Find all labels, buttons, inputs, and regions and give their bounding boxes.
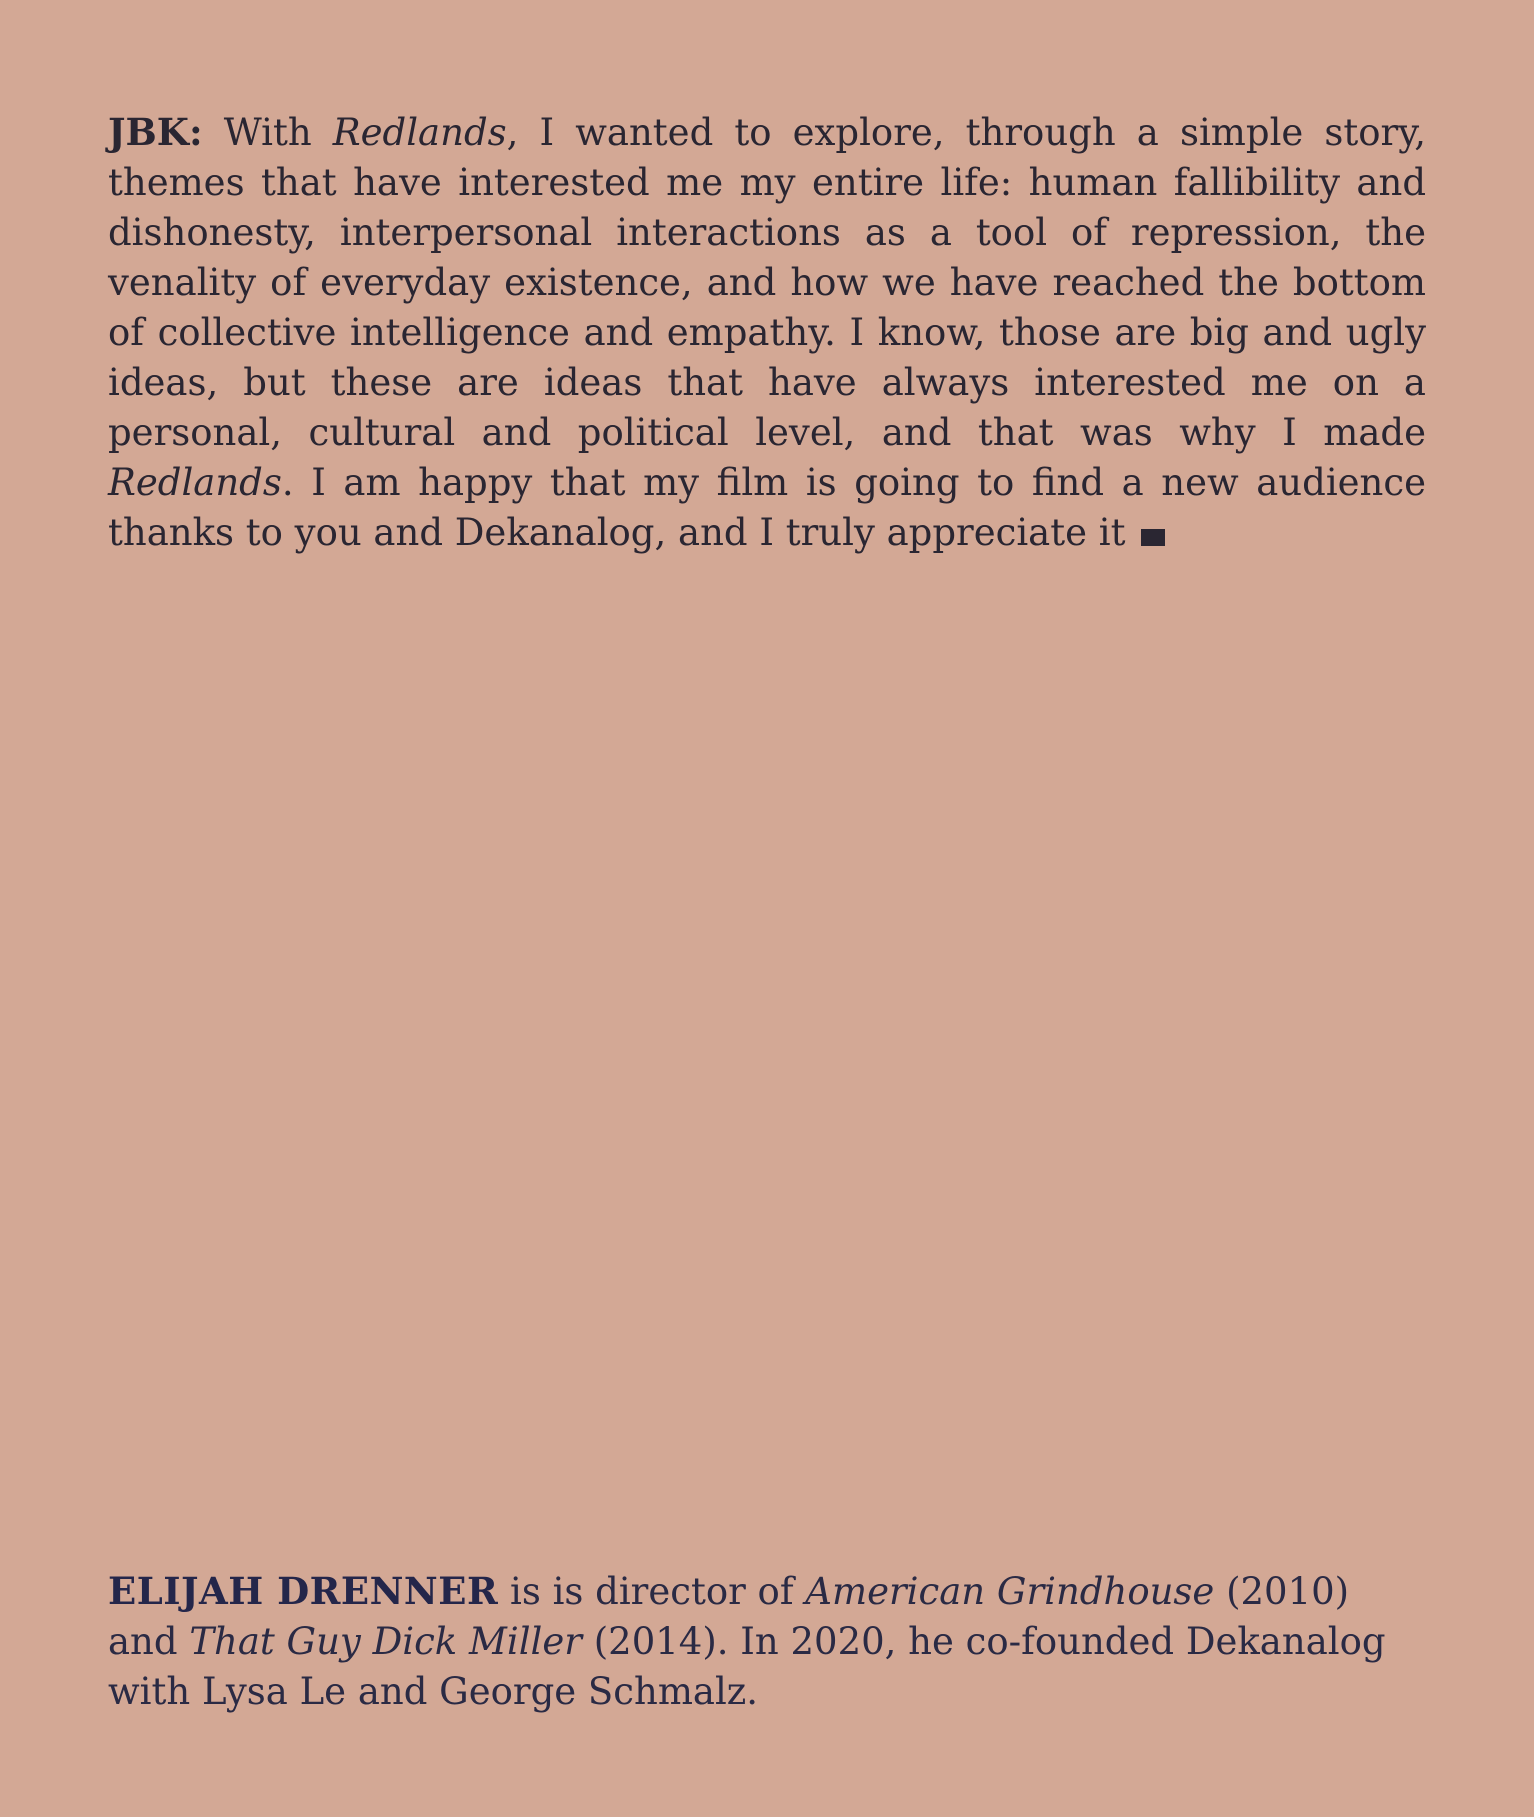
film-title: Redlands xyxy=(108,461,282,504)
film-title: American Grindhouse xyxy=(805,1570,1215,1613)
bio-text: is is director of xyxy=(498,1570,806,1613)
film-title: That Guy Dick Miller xyxy=(189,1620,582,1663)
author-name: ELIJAH DRENNER xyxy=(108,1569,499,1613)
bio-text: (2010) and xyxy=(108,1570,1350,1663)
answer-text: With xyxy=(223,111,333,154)
interview-answer xyxy=(108,107,1426,558)
answer-text: , I wanted to explore, through a simple story, themes that have interested me my entire life: human fallibility and dishonesty, interpersonal interactions as a tool of repression, the venality of everyday existence, and how we have reached the bottom of collective intelligence and empathy. I know, those are big and ugly ideas, but these are ideas that have always interested me on a personal, cultural and political level, and that was why I made xyxy=(108,111,1426,454)
film-title: Redlands xyxy=(332,111,507,154)
bio-text: (2014). In 2020, he co-founded Dekanalog with Lysa Le and George Schmalz. xyxy=(108,1620,1386,1713)
speaker-label: JBK: xyxy=(108,110,203,154)
answer-text: . I am happy that my film is going to find a new audience thanks to you and Dekanalog, and I truly appreciate it xyxy=(108,461,1426,554)
author-bio xyxy=(108,1566,1426,1717)
end-of-article-square-icon xyxy=(1141,529,1165,546)
